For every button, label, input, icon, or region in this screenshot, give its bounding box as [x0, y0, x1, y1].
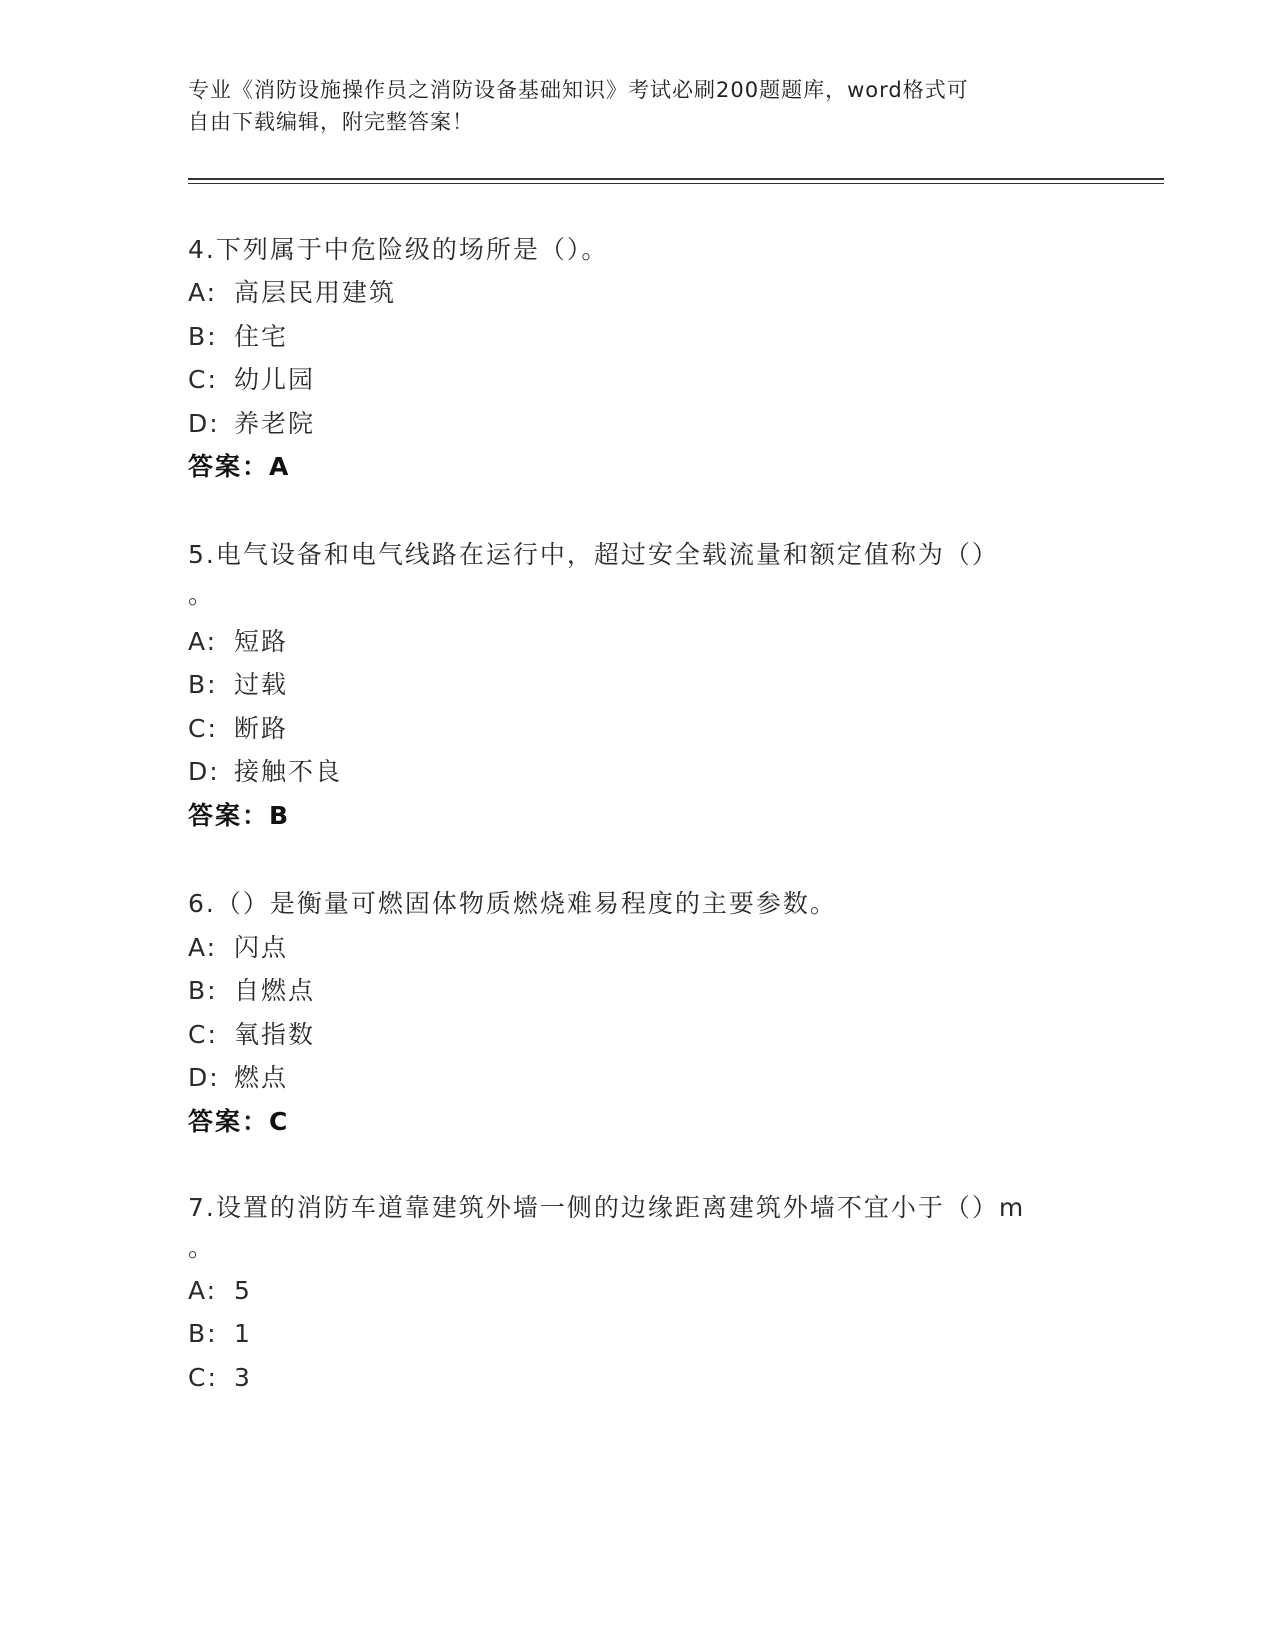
option-letter: D:	[188, 409, 220, 438]
option-letter: B:	[188, 322, 218, 351]
option-row	[188, 971, 315, 1007]
option-letter: C:	[188, 714, 218, 743]
answer-label: 答案：C	[188, 1107, 290, 1136]
option-letter: D:	[188, 1063, 220, 1092]
option-letter: C:	[188, 1020, 218, 1049]
option-text: 闪点	[234, 933, 289, 962]
option-text: 住宅	[234, 322, 289, 351]
option-letter: C:	[188, 1363, 218, 1392]
option-letter: B:	[188, 976, 218, 1005]
question-stem-continuation: 。	[188, 1233, 216, 1262]
option-text: 养老院	[234, 409, 316, 438]
option-text: 5	[234, 1276, 252, 1305]
option-text: 燃点	[234, 1063, 289, 1092]
option-row	[188, 1058, 288, 1094]
question-stem: 5.电气设备和电气线路在运行中，超过安全载流量和额定值称为（）	[188, 540, 999, 569]
option-letter: A:	[188, 627, 218, 656]
option-row	[188, 665, 288, 701]
document-header	[188, 74, 1088, 138]
option-letter: B:	[188, 1319, 218, 1348]
option-letter: B:	[188, 670, 218, 699]
option-text: 3	[234, 1363, 252, 1392]
answer-label: 答案：A	[188, 452, 291, 481]
option-row	[188, 317, 288, 353]
option-text: 高层民用建筑	[234, 278, 397, 307]
option-row	[188, 1363, 252, 1392]
option-row	[188, 752, 342, 788]
option-letter: D:	[188, 757, 220, 786]
option-letter: A:	[188, 278, 218, 307]
option-text: 氧指数	[234, 1020, 316, 1049]
header-divider-thick	[188, 178, 1164, 180]
option-letter: A:	[188, 1276, 218, 1305]
option-row	[188, 1015, 315, 1051]
answer-label: 答案：B	[188, 801, 291, 830]
option-row	[188, 1276, 252, 1305]
option-text: 接触不良	[234, 757, 343, 786]
option-text: 断路	[234, 714, 289, 743]
option-text: 过载	[234, 670, 289, 699]
option-text: 幼儿园	[234, 365, 316, 394]
option-row	[188, 360, 315, 396]
question-stem-continuation: 。	[188, 580, 216, 609]
question-stem: 7.设置的消防车道靠建筑外墙一侧的边缘距离建筑外墙不宜小于（）m	[188, 1193, 1026, 1222]
header-line-1: 专业《消防设施操作员之消防设备基础知识》考试必刷200题题库，word格式可	[188, 78, 969, 102]
option-row	[188, 1319, 252, 1348]
option-row	[188, 709, 288, 745]
header-line-2: 自由下载编辑，附完整答案！	[188, 110, 474, 134]
option-text: 自燃点	[234, 976, 316, 1005]
option-letter: A:	[188, 933, 218, 962]
option-row	[188, 404, 315, 440]
question-stem: 4.下列属于中危险级的场所是（）。	[188, 235, 609, 264]
header-divider-thin	[188, 183, 1164, 184]
option-row	[188, 622, 288, 658]
option-text: 1	[234, 1319, 252, 1348]
question-stem: 6.（）是衡量可燃固体物质燃烧难易程度的主要参数。	[188, 889, 837, 918]
option-row	[188, 928, 288, 964]
option-text: 短路	[234, 627, 289, 656]
option-row	[188, 273, 396, 309]
option-letter: C:	[188, 365, 218, 394]
